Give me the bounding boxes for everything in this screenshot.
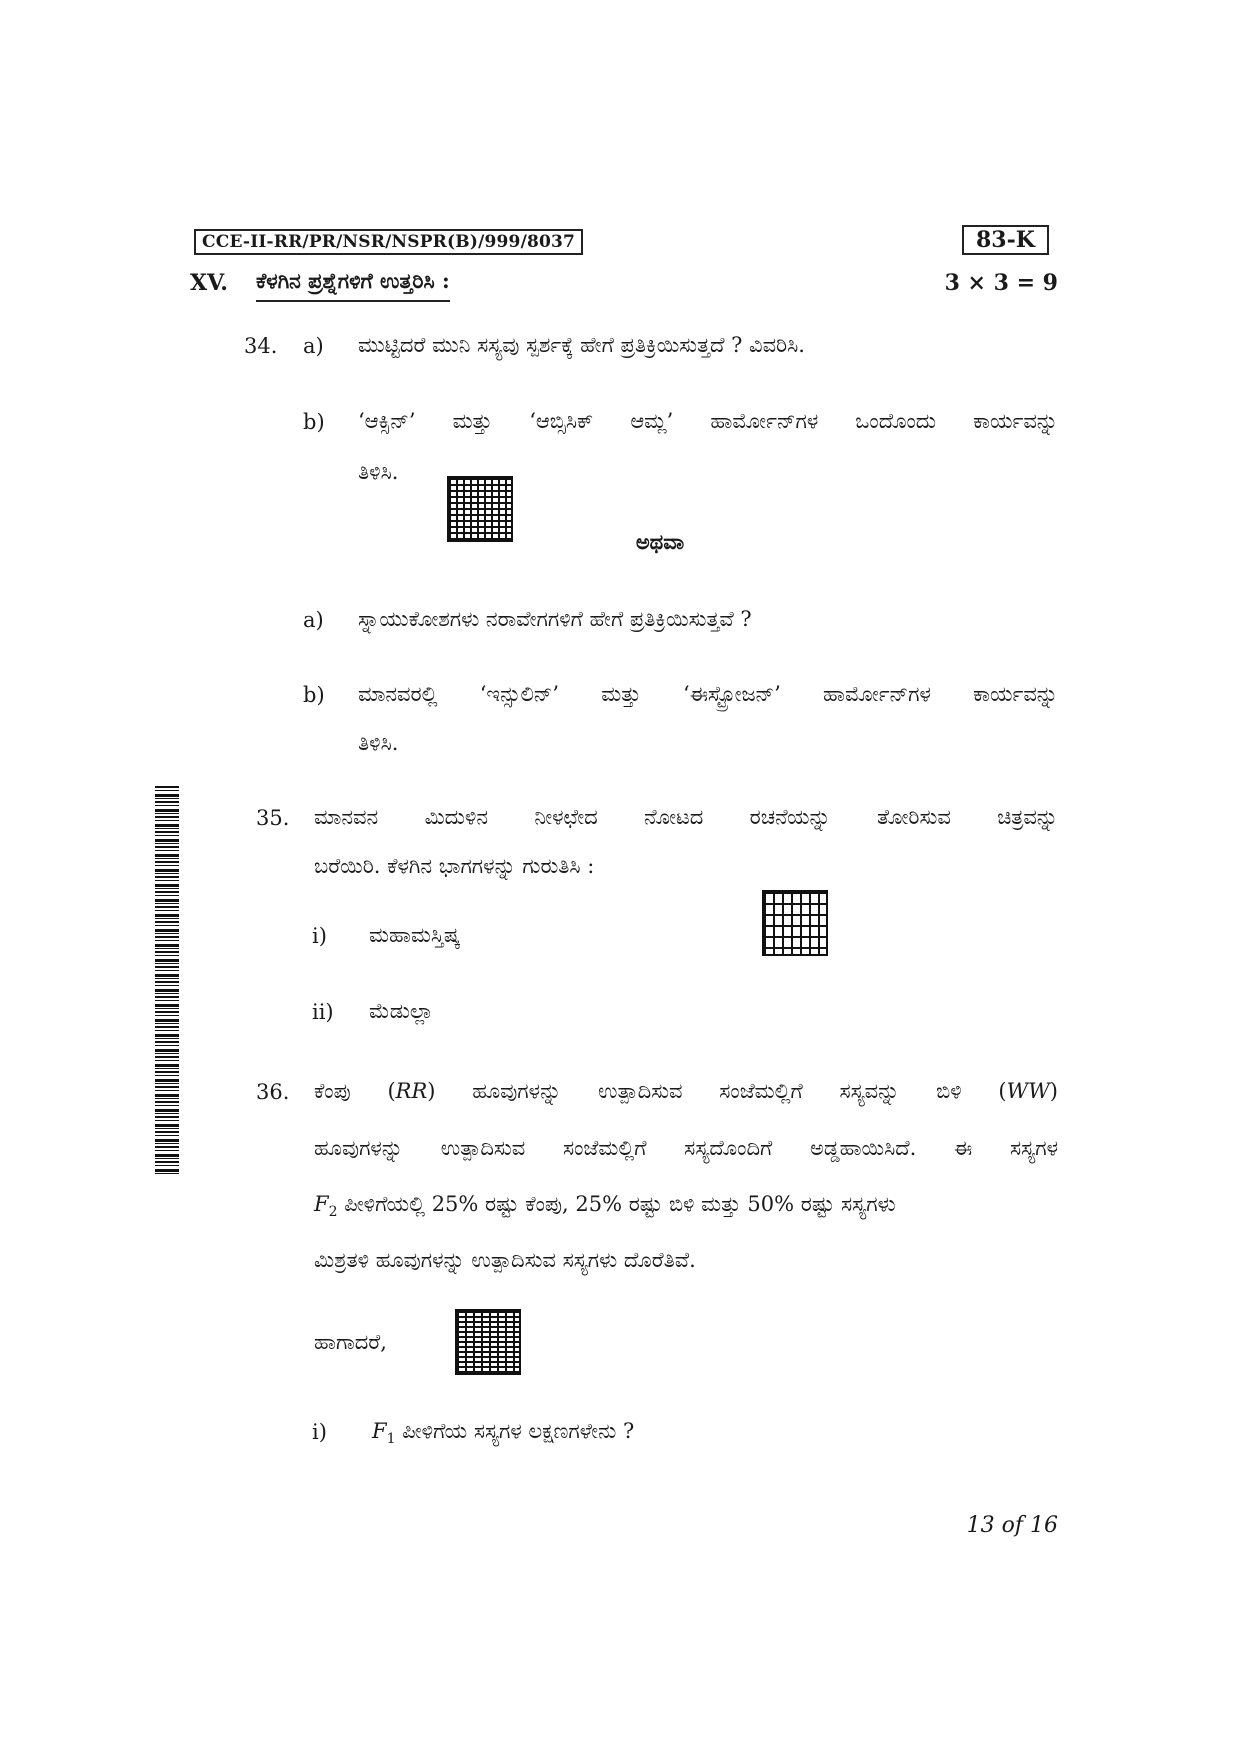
question-34-number: 34.: [244, 334, 278, 358]
side-barcode: [155, 786, 179, 1174]
q34-alt-a-text: ಸ್ನಾಯುಕೋಶಗಳು ನರಾವೇಗಗಳಿಗೆ ಹೇಗೆ ಪ್ರತಿಕ್ರಿಯಿಸುತ್ತವೆ ?: [358, 607, 752, 631]
q35-ii-label: ii): [312, 1000, 334, 1024]
q36-then: ಹಾಗಾದರೆ,: [314, 1330, 387, 1354]
q35-text-line1: ಮಾನವನ ಮಿದುಳಿನ ನೀಳಛೇದ ನೋಟದ ರಚನೆಯನ್ನು ತೋರಿಸುವ ಚಿತ್ರವನ್ನು: [314, 805, 1058, 829]
q34-b-text-line1: ‘ಆಕ್ಸಿನ್’ ಮತ್ತು ‘ಆಬ್ಸಿಸಿಕ್ ಆಮ್ಲ’ ಹಾರ್ಮೋನ್‌ಗಳ ಒಂದೊಂದು ಕಾರ್ಯವನ್ನು: [358, 409, 1058, 433]
q34-alt-b-text-line2: ತಿಳಿಸಿ.: [358, 731, 399, 755]
q36-text-line1: ಕೆಂಪು (RR) ಹೂವುಗಳನ್ನು ಉತ್ಪಾದಿಸುವ ಸಂಜೆಮಲ್ಲಿಗೆ ಸಸ್ಯವನ್ನು ಬಿಳಿ (WW): [314, 1079, 1058, 1103]
q36-text-line2: ಹೂವುಗಳನ್ನು ಉತ್ಪಾದಿಸುವ ಸಂಜೆಮಲ್ಲಿಗೆ ಸಸ್ಯದೊಂದಿಗೆ ಅಡ್ಡಹಾಯಿಸಿದೆ. ಈ ಸಸ್ಯಗಳ: [314, 1136, 1058, 1160]
qr-code-1: [447, 476, 513, 542]
q34-a-text: ಮುಟ್ಟಿದರೆ ಮುನಿ ಸಸ್ಯವು ಸ್ಪರ್ಶಕ್ಕೆ ಹೇಗೆ ಪ್ರತಿಕ್ರಿಯಿಸುತ್ತದೆ ? ವಿವರಿಸಿ.: [358, 333, 805, 357]
q34-b-label: b): [303, 410, 325, 434]
q35-ii-text: ಮೆಡುಲ್ಲಾ: [369, 999, 434, 1023]
section-marks: 3 × 3 = 9: [944, 270, 1058, 296]
qr-code-2: [762, 890, 828, 956]
q35-i-text: ಮಹಾಮಸ್ತಿಷ್ಕ: [369, 923, 461, 947]
q36-i-label: i): [312, 1420, 327, 1444]
q34-alt-b-text-line1: ಮಾನವರಲ್ಲಿ ‘ಇನ್ಸುಲಿನ್’ ಮತ್ತು ‘ಈಸ್ಟ್ರೋಜನ್’ ಹಾರ್ಮೋನ್‌ಗಳ ಕಾರ್ಯವನ್ನು: [358, 682, 1058, 706]
page-number: 13 of 16: [966, 1513, 1058, 1538]
q35-text-line2: ಬರೆಯಿರಿ. ಕೆಳಗಿನ ಭಾಗಗಳನ್ನು ಗುರುತಿಸಿ :: [314, 854, 595, 878]
q36-text-line4: ಮಿಶ್ರತಳಿ ಹೂವುಗಳನ್ನು ಉತ್ಪಾದಿಸುವ ಸಸ್ಯಗಳು ದೊರೆತಿವೆ.: [314, 1248, 696, 1272]
question-36-number: 36.: [256, 1080, 290, 1104]
q36-i-text: $F_1$ ಪೀಳಿಗೆಯ ಸಸ್ಯಗಳ ಲಕ್ಷಣಗಳೇನು ?: [372, 1419, 635, 1448]
paper-code-box: 83-K: [962, 225, 1049, 255]
q34-alt-a-label: a): [303, 608, 324, 632]
q34-alt-b-label: b): [303, 683, 325, 707]
q36-text-line3: $F_2$ ಪೀಳಿಗೆಯಲ್ಲಿ 25% ರಷ್ಟು ಕೆಂಪು, 25% ರಷ್ಟು ಬಿಳಿ ಮತ್ತು 50% ರಷ್ಟು ಸಸ್ಯಗಳು: [314, 1192, 896, 1221]
question-35-number: 35.: [256, 806, 290, 830]
q35-i-label: i): [312, 924, 327, 948]
section-number: XV.: [190, 270, 228, 296]
exam-code-box: CCE-II-RR/PR/NSR/NSPR(B)/999/8037: [194, 229, 583, 255]
qr-code-3: [455, 1309, 521, 1375]
section-title: ಕೆಳಗಿನ ಪ್ರಶ್ನೆಗಳಿಗೆ ಉತ್ತರಿಸಿ :: [256, 268, 450, 302]
or-separator: ಅಥವಾ: [635, 529, 685, 554]
q34-b-text-line2: ತಿಳಿಸಿ.: [358, 460, 399, 484]
q34-a-label: a): [303, 334, 324, 358]
